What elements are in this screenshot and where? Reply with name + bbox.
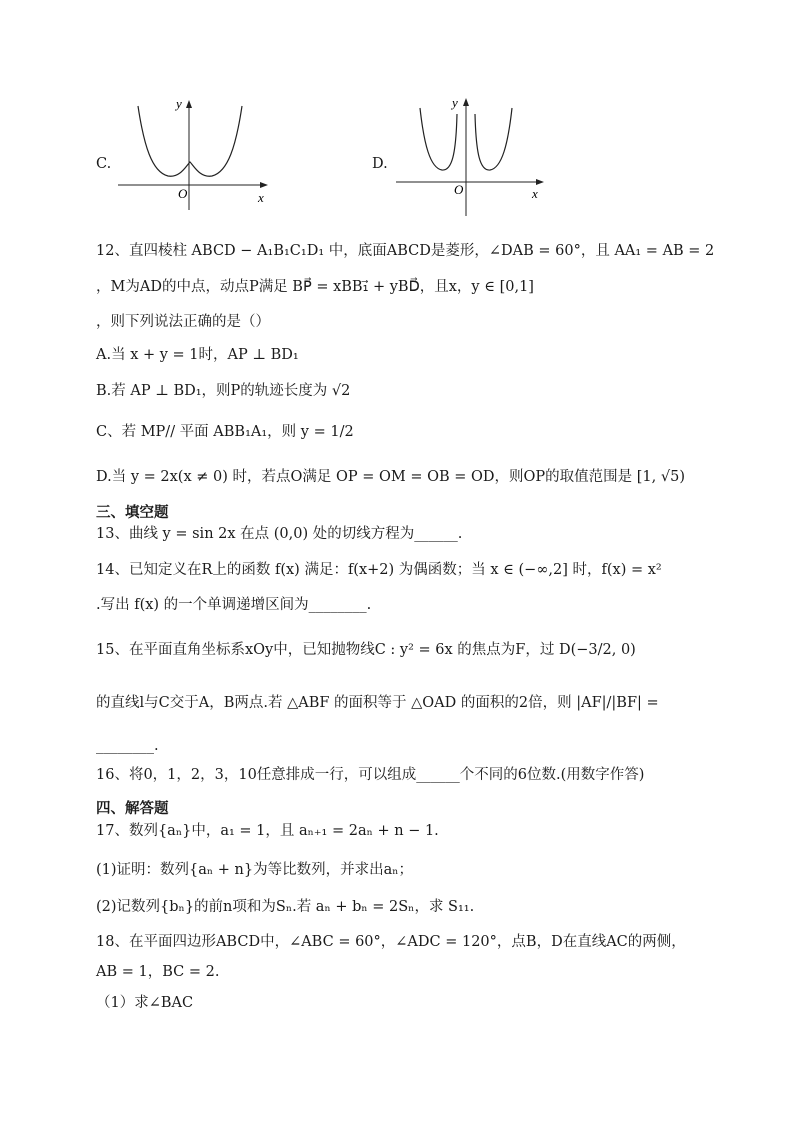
q14-line-1: 14、已知定义在R上的函数 f(x) 满足：f(x+2) 为偶函数；当 x ∈ (−∞,2] 时，f(x) = x² [96,562,662,578]
origin-label: O [178,186,188,201]
section-answer-heading: 四、解答题 [96,801,169,817]
option-d-label: D. [372,156,388,172]
q12-option-d: D.当 y = 2x(x ≠ 0) 时，若点O满足 OP = OM = OB = OD，则OP的取值范围是 [1, √5) [96,469,685,485]
q12-line-1: 12、直四棱柱 ABCD − A₁B₁C₁D₁ 中，底面ABCD是菱形，∠DAB = 60°，且 AA₁ = AB = 2 [96,243,715,259]
q13-text: 13、曲线 y = sin 2x 在点 (0,0) 处的切线方程为______. [96,526,463,542]
q12-line-3: ，则下列说法正确的是（） [96,314,270,330]
q15-line-3: ________. [96,738,159,754]
q16-text: 16、将0，1，2，3，10任意排成一行，可以组成______个不同的6位数.(用数字作答) [96,767,645,783]
q12-option-c: C、若 MP// 平面 ABB₁A₁，则 y = 1/2 [96,424,354,440]
x-axis-label: x [258,190,264,205]
q12-option-a: A.当 x + y = 1时，AP ⊥ BD₁ [96,347,299,363]
q18-line-2: AB = 1，BC = 2. [96,964,220,980]
q18-line-1: 18、在平面四边形ABCD中，∠ABC = 60°，∠ADC = 120°，点B，D在直线AC的两侧， [96,934,686,950]
option-c-label: C. [96,156,112,172]
q17-text: 17、数列{aₙ}中，a₁ = 1，且 aₙ₊₁ = 2aₙ + n − 1. [96,823,439,839]
q12-line-2: ，M为AD的中点，动点P满足 BP⃗ = xBB₁⃗ + yBD⃗，且x，y ∈ [0,1] [96,279,534,295]
q14-line-2: .写出 f(x) 的一个单调递增区间为________. [96,597,372,613]
y-axis-label: y [452,95,458,110]
section-fill-in-blank-heading: 三、填空题 [96,505,169,521]
graph-d [390,94,548,218]
q15-line-1: 15、在平面直角坐标系xOy中，已知抛物线C : y² = 6x 的焦点为F，过 D(−3/2, 0) [96,642,636,658]
q17-part-2: (2)记数列{bₙ}的前n项和为Sₙ.若 aₙ + bₙ = 2Sₙ，求 S₁₁. [96,899,475,915]
q18-part-1: （1）求∠BAC [96,995,194,1011]
q12-option-b: B.若 AP ⊥ BD₁，则P的轨迹长度为 √2 [96,383,351,399]
graph-c [112,96,272,212]
q15-line-2: 的直线l与C交于A，B两点.若 △ABF 的面积等于 △OAD 的面积的2倍，则 |AF|/|BF| = [96,695,659,711]
x-axis-label: x [532,186,538,201]
origin-label: O [454,182,464,197]
y-axis-label: y [176,96,182,111]
q17-part-1: (1)证明：数列{aₙ + n}为等比数列，并求出aₙ； [96,862,414,878]
